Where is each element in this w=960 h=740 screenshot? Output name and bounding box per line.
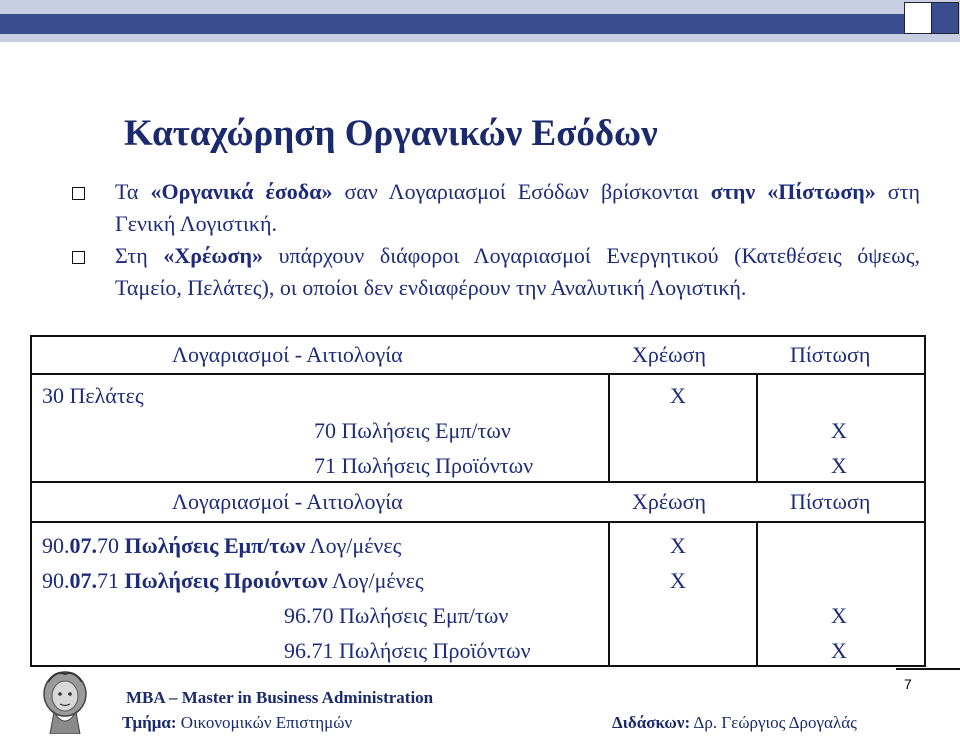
account-number: 71: [97, 568, 125, 593]
bullet-2-text: [115, 240, 920, 304]
text-segment: Στη: [115, 243, 164, 268]
header-credit: Πίστωση: [790, 489, 871, 514]
table-cell-debit: Χ: [670, 533, 686, 558]
text-segment-bold: στην «Πίστωση»: [710, 179, 876, 204]
text-segment: Τα: [115, 179, 151, 204]
bullet-1-text: [115, 176, 920, 240]
footer-teacher-value: Δρ. Γεώργιος Δρογαλάς: [690, 713, 857, 732]
text-segment: υπάρχουν διάφοροι Λογαριασμοί Ενεργητικού (Κατεθέσεις όψεως, Ταμείο, Πελάτες), οι οποίοι δεν ενδιαφέρουν την Αναλυτική Λογιστική.: [115, 243, 920, 300]
bullet-2: [44, 240, 920, 304]
slide-title: Καταχώρηση Οργανικών Εσόδων: [124, 113, 658, 154]
account-number: 70: [97, 533, 125, 558]
header-accounts: Λογαριασμοί - Αιτιολογία: [172, 342, 403, 367]
text-segment: σαν Λογαριασμοί Εσόδων βρίσκονται: [332, 179, 711, 204]
header-accounts: Λογαριασμοί - Αιτιολογία: [172, 489, 403, 514]
table-cell-account: 96.71 Πωλήσεις Προϊόντων: [284, 638, 531, 663]
table-cell-account: [42, 533, 401, 559]
table-cell-account: 30 Πελάτες: [42, 383, 144, 408]
header-bar: [0, 0, 960, 42]
table-cell-credit: Χ: [831, 453, 847, 478]
header-square-dark: [931, 2, 959, 34]
table-divider: [32, 481, 924, 483]
journal-table: [30, 335, 926, 667]
footer-teacher: [612, 713, 857, 733]
account-suffix: Λογ/μένες: [305, 533, 402, 558]
header-credit: Πίστωση: [790, 342, 871, 367]
table-cell-account: 96.70 Πωλήσεις Εμπ/των: [284, 603, 509, 628]
text-segment-bold: «Χρέωση»: [163, 243, 263, 268]
account-code-bold: 07.: [69, 568, 97, 593]
table-cell-debit: Χ: [670, 568, 686, 593]
account-code: 90.: [42, 533, 70, 558]
table-col-divider: [756, 521, 758, 665]
table-col-divider: [608, 521, 610, 665]
bullet-1: [44, 176, 920, 240]
footer-divider: [896, 668, 960, 670]
account-name-bold: Πωλήσεις Εμπ/των: [124, 533, 306, 558]
text-segment: στη Γενική Λογιστική.: [115, 179, 921, 236]
text-segment-bold: «Οργανικά έσοδα»: [150, 179, 333, 204]
bullet-box-icon: [72, 187, 85, 200]
bullet-box-icon: [72, 251, 85, 264]
header-square-light: [904, 2, 932, 34]
table-col-divider: [756, 373, 758, 481]
footer-department-value: Οικονομικών Επιστημών: [176, 713, 353, 732]
account-code: 90.: [42, 568, 70, 593]
table-cell-account: 71 Πωλήσεις Προϊόντων: [314, 453, 534, 478]
footer-department-label: Τμήμα:: [122, 713, 177, 732]
footer-teacher-label: Διδάσκων:: [612, 713, 691, 732]
table-divider: [32, 373, 924, 375]
header-debit: Χρέωση: [632, 342, 706, 367]
header-band: [0, 14, 930, 34]
table-divider: [32, 521, 924, 523]
account-suffix: Λογ/μένες: [327, 568, 424, 593]
footer-department: [122, 713, 352, 733]
table-cell-debit: Χ: [670, 383, 686, 408]
table-cell-credit: Χ: [831, 603, 847, 628]
account-name-bold: Πωλήσεις Προιόντων: [124, 568, 328, 593]
university-logo-icon: [36, 668, 94, 734]
header-debit: Χρέωση: [632, 489, 706, 514]
table-cell-account: 70 Πωλήσεις Εμπ/των: [314, 418, 511, 443]
table-cell-account: [42, 568, 424, 594]
account-code-bold: 07.: [69, 533, 97, 558]
page-number: 7: [904, 676, 912, 692]
footer-program: MBA – Master in Business Administration: [126, 688, 434, 707]
table-cell-credit: Χ: [831, 418, 847, 443]
table-cell-credit: Χ: [831, 638, 847, 663]
table-col-divider: [608, 373, 610, 481]
